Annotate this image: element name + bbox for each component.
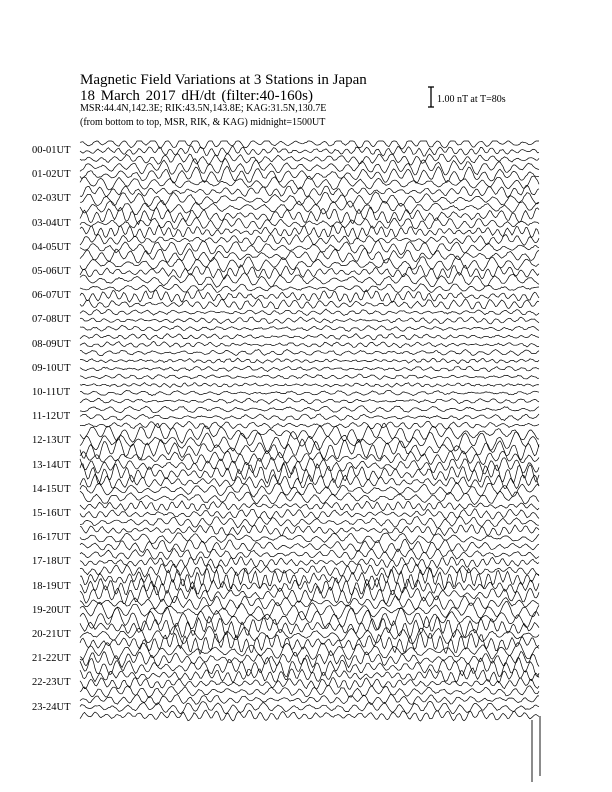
hour-label: 01-02UT	[32, 169, 71, 181]
hour-label: 14-15UT	[32, 483, 71, 495]
order-line: (from bottom to top, MSR, RIK, & KAG) midnight=1500UT	[80, 117, 326, 128]
trace-kag-hour-16	[80, 525, 539, 536]
trace-msr-hour-19	[80, 607, 539, 631]
trace-rik-hour-13	[80, 458, 539, 475]
trace-msr-hour-10	[80, 398, 539, 404]
scale-bar-label: 1.00 nT at T=80s	[437, 94, 506, 105]
hour-label: 12-13UT	[32, 435, 71, 447]
trace-msr-hour-2	[80, 201, 539, 215]
trace-kag-hour-13	[80, 451, 539, 465]
trace-kag-hour-15	[80, 501, 539, 511]
date-filter-line: 18 March 2017 dH/dt (filter:40-160s)	[80, 88, 313, 104]
hour-label: 17-18UT	[32, 556, 71, 568]
trace-kag-hour-9	[80, 358, 539, 364]
trace-rik-hour-18	[80, 578, 539, 595]
trace-msr-hour-4	[80, 248, 539, 263]
trace-rik-hour-16	[80, 533, 539, 544]
trace-rik-hour-21	[80, 651, 539, 668]
trace-kag-hour-5	[80, 256, 539, 272]
trace-kag-hour-17	[80, 549, 539, 560]
trace-rik-hour-6	[80, 290, 539, 303]
trace-rik-hour-8	[80, 341, 539, 347]
trace-kag-hour-3	[80, 207, 539, 224]
trace-rik-hour-9	[80, 366, 539, 371]
trace-msr-hour-13	[80, 463, 539, 483]
trace-kag-hour-0	[80, 141, 539, 149]
hour-label: 19-20UT	[32, 604, 71, 616]
trace-kag-hour-10	[80, 383, 539, 388]
trace-msr-hour-8	[80, 349, 539, 355]
trace-rik-hour-14	[80, 482, 539, 497]
trace-kag-hour-8	[80, 334, 539, 340]
trace-rik-hour-23	[80, 702, 539, 714]
trace-kag-hour-7	[80, 309, 539, 316]
hour-label: 20-21UT	[32, 629, 71, 640]
trace-kag-hour-21	[80, 643, 539, 661]
trace-msr-hour-5	[80, 272, 539, 287]
trace-kag-hour-23	[80, 694, 539, 705]
hour-label: 02-03UT	[32, 193, 71, 205]
trace-msr-hour-1	[80, 176, 539, 190]
trace-rik-hour-1	[80, 166, 539, 183]
trace-rik-hour-22	[80, 678, 539, 690]
trace-kag-hour-6	[80, 284, 539, 293]
hour-label: 10-11UT	[32, 387, 71, 398]
hour-label: 04-05UT	[32, 241, 71, 253]
trace-kag-hour-20	[80, 616, 539, 637]
hour-label: 22-23UT	[32, 677, 71, 689]
hour-label: 15-16UT	[32, 508, 71, 519]
trace-msr-hour-11	[80, 421, 539, 429]
trace-msr-hour-23	[80, 710, 539, 721]
trace-group	[80, 141, 540, 782]
chart-title: Magnetic Field Variations at 3 Stations in Japan	[80, 72, 367, 88]
trace-rik-hour-11	[80, 414, 539, 421]
trace-msr-hour-7	[80, 325, 539, 331]
hour-label: 06-07UT	[32, 290, 71, 302]
trace-rik-hour-15	[80, 509, 539, 520]
trace-kag-hour-4	[80, 234, 539, 245]
trace-msr-hour-22	[80, 685, 539, 698]
trace-msr-hour-14	[80, 491, 539, 505]
hour-label: 05-06UT	[32, 266, 71, 277]
hour-label: 13-14UT	[32, 459, 71, 471]
hour-label: 00-01UT	[32, 145, 71, 156]
hour-label: 09-10UT	[32, 362, 71, 374]
trace-msr-hour-9	[80, 374, 539, 379]
hour-label: 03-04UT	[32, 217, 71, 229]
trace-kag-hour-18	[80, 568, 539, 589]
hour-label: 21-22UT	[32, 653, 71, 665]
trace-rik-hour-7	[80, 317, 539, 324]
trace-kag-hour-11	[80, 406, 539, 413]
trace-rik-hour-5	[80, 265, 539, 279]
hour-label: 08-09UT	[32, 338, 71, 350]
hour-label: 07-08UT	[32, 314, 71, 326]
trace-rik-hour-10	[80, 390, 539, 395]
hour-label: 16-17UT	[32, 532, 71, 544]
stations-line: MSR:44.4N,142.3E; RIK:43.5N,143.8E; KAG:31.5N,130.7E	[80, 103, 327, 114]
trace-kag-hour-14	[80, 474, 539, 489]
trace-rik-hour-0	[80, 146, 539, 156]
hour-label: 18-19UT	[32, 580, 71, 592]
hour-label: 23-24UT	[32, 701, 71, 713]
hour-label: 11-12UT	[32, 411, 71, 423]
trace-rik-hour-17	[80, 557, 539, 569]
trace-rik-hour-4	[80, 240, 539, 255]
